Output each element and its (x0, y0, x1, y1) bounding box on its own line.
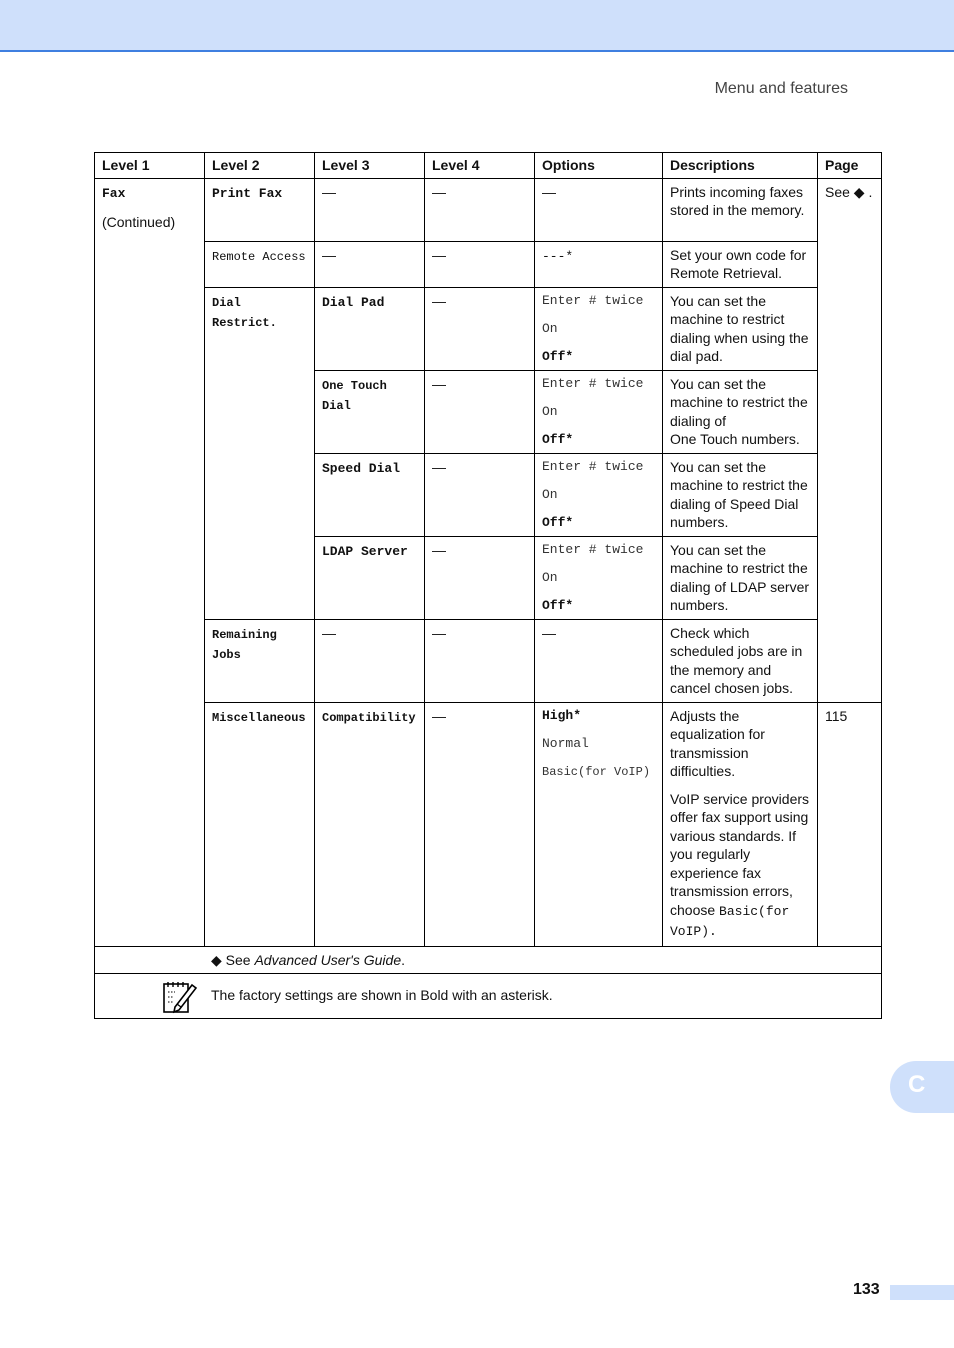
footnote-italic: Advanced User's Guide (254, 951, 402, 968)
level3-cell (315, 370, 425, 453)
description-cell (663, 370, 818, 453)
table-row (95, 178, 882, 241)
description-cell: You can set the machine to restrict the dialing of LDAP server numbers. (663, 536, 818, 619)
option-value: On (542, 403, 558, 419)
option-value: Normal (542, 735, 589, 751)
description-body: VoIP service providers offer fax support using various standards. If you regularly experience fax transmission errors, choose (670, 790, 810, 918)
options-cell (535, 536, 663, 619)
level2-label: Miscellaneous (212, 710, 306, 725)
column-header: Level 3 (315, 153, 425, 179)
column-header: Descriptions (663, 153, 818, 179)
options-cell (535, 702, 663, 946)
level4-cell: — (425, 619, 535, 702)
table-row (95, 241, 882, 287)
level3-cell (315, 287, 425, 370)
description-cell: You can set the machine to restrict dialing when using the dial pad. (663, 287, 818, 370)
level3-label: One Touch Dial (322, 378, 387, 413)
page-ref: See ◆ . (825, 183, 873, 200)
options-cell (535, 287, 663, 370)
level3-cell: — (315, 619, 425, 702)
level3-cell (315, 536, 425, 619)
level1-cell (95, 178, 205, 946)
level1-continued: (Continued) (102, 214, 176, 230)
option-value: On (542, 486, 558, 502)
description-mono: Basic(for VoIP). (670, 903, 790, 939)
option-value: On (542, 320, 558, 336)
column-header: Options (535, 153, 663, 179)
option-value: On (542, 569, 558, 585)
description-cell: You can set the machine to restrict the dialing of Speed Dial numbers. (663, 453, 818, 536)
description-cell: Prints incoming faxes stored in the memory. (663, 178, 818, 241)
description-cell: Check which scheduled jobs are in the memory and cancel chosen jobs. (663, 619, 818, 702)
option-default: Off* (542, 597, 574, 613)
footnote-suffix: . (401, 951, 405, 968)
footnote (95, 946, 882, 974)
table-row (95, 287, 882, 370)
page-cell (818, 702, 882, 946)
menu-table (94, 152, 882, 1019)
page-cell (818, 178, 882, 702)
level2-label: Dial Restrict. (212, 295, 277, 330)
option-default: Off* (542, 514, 574, 530)
option-default: Off* (542, 348, 574, 364)
header-band (0, 0, 954, 52)
description-line: One Touch numbers. (670, 431, 800, 447)
level4-cell: — (425, 370, 535, 453)
description-cell: Set your own code for Remote Retrieval. (663, 241, 818, 287)
level2-cell (205, 178, 315, 241)
options-cell: — (535, 619, 663, 702)
column-header: Page (818, 153, 882, 179)
options-cell (535, 453, 663, 536)
page-number-bar (890, 1285, 954, 1300)
note-text: The factory settings are shown in Bold with an asterisk. (211, 987, 553, 1003)
level4-cell: — (425, 453, 535, 536)
option-default: Off* (542, 431, 574, 447)
description-line: You can set the machine to restrict the dialing of (670, 375, 808, 429)
level2-cell (205, 702, 315, 946)
level2-cell (205, 619, 315, 702)
note-row (95, 974, 882, 1019)
note-pencil-icon (161, 979, 197, 1015)
column-header: Level 4 (425, 153, 535, 179)
option-value: Basic(for VoIP) (542, 764, 651, 779)
description-text (670, 790, 810, 942)
section-title: Menu and features (714, 80, 848, 97)
options-cell (535, 241, 663, 287)
table-row (95, 702, 882, 946)
level3-cell (315, 453, 425, 536)
level3-label: Compatibility (322, 710, 416, 725)
level1-name: Fax (102, 185, 126, 201)
option-default: High* (542, 707, 582, 723)
option-value: Enter # twice (542, 458, 644, 474)
level2-label: Remaining Jobs (212, 627, 277, 662)
level2-label: Remote Access (212, 249, 306, 264)
option-value: Enter # twice (542, 292, 644, 308)
footnote-prefix: ◆ See (211, 951, 255, 968)
level2-cell (205, 287, 315, 619)
option-value: Enter # twice (542, 541, 644, 557)
level3-cell: — (315, 241, 425, 287)
level4-cell: — (425, 178, 535, 241)
level4-cell: — (425, 536, 535, 619)
level2-cell (205, 241, 315, 287)
level2-label: Print Fax (212, 185, 283, 201)
option-value: ---* (542, 248, 574, 264)
column-header: Level 2 (205, 153, 315, 179)
table-row (95, 619, 882, 702)
chapter-tab (890, 1061, 954, 1113)
option-value: Enter # twice (542, 375, 644, 391)
level3-label: LDAP Server (322, 543, 408, 559)
level3-label: Speed Dial (322, 460, 401, 476)
table-header-row (95, 153, 882, 179)
chapter-tab-label: C (908, 1071, 926, 1098)
level3-cell (315, 702, 425, 946)
description-text: Adjusts the equalization for transmission difficulties. (670, 707, 765, 779)
column-header: Level 1 (95, 153, 205, 179)
level4-cell: — (425, 702, 535, 946)
level4-cell: — (425, 241, 535, 287)
description-cell (663, 702, 818, 946)
level3-cell: — (315, 178, 425, 241)
level4-cell: — (425, 287, 535, 370)
note-cell (95, 974, 882, 1019)
page-number: 133 (853, 1281, 880, 1298)
page-ref: 115 (825, 707, 848, 724)
footnote-row (95, 946, 882, 974)
level3-label: Dial Pad (322, 294, 385, 310)
options-cell (535, 370, 663, 453)
options-cell: — (535, 178, 663, 241)
